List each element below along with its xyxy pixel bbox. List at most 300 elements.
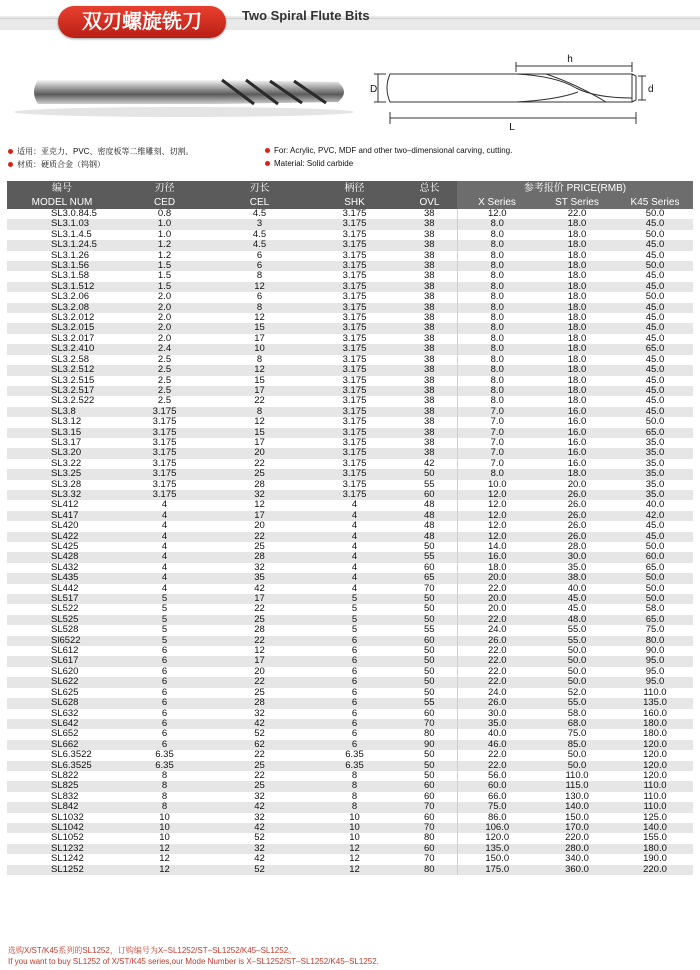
cell-model: SL642	[7, 719, 117, 729]
cell-k45-price: 60.0	[617, 552, 693, 562]
cell-cel: 32	[212, 844, 307, 854]
cell-cel: 4.5	[212, 240, 307, 250]
header-x-series: X Series	[457, 195, 537, 209]
header-ced-en: CED	[117, 195, 212, 209]
cell-model: SL3.20	[7, 448, 117, 458]
table-row	[7, 688, 693, 698]
cell-cel: 42	[212, 854, 307, 864]
cell-cel: 4.5	[212, 230, 307, 240]
cell-cel: 32	[212, 792, 307, 802]
cell-k45-price: 40.0	[617, 500, 693, 510]
cell-shk: 4	[307, 584, 402, 594]
cell-model: SL3.2.015	[7, 323, 117, 333]
table-row	[7, 334, 693, 344]
cell-ovl: 60	[402, 709, 457, 719]
cell-ovl: 38	[402, 230, 457, 240]
cell-st-price: 30.0	[537, 552, 617, 562]
cell-x-price: 8.0	[457, 303, 537, 313]
cell-ovl: 55	[402, 698, 457, 708]
cell-ced: 8	[117, 771, 212, 781]
cell-shk: 6.35	[307, 761, 402, 771]
cell-ced: 1.2	[117, 251, 212, 261]
cell-ced: 6	[117, 729, 212, 739]
table-row	[7, 563, 693, 573]
cell-st-price: 18.0	[537, 303, 617, 313]
cell-x-price: 40.0	[457, 729, 537, 739]
bullet-icon	[265, 148, 270, 153]
cell-model: SL3.2.08	[7, 303, 117, 313]
cell-model: SL412	[7, 500, 117, 510]
cell-ced: 5	[117, 594, 212, 604]
cell-k45-price: 80.0	[617, 636, 693, 646]
cell-k45-price: 50.0	[617, 573, 693, 583]
cell-ced: 3.175	[117, 459, 212, 469]
cell-x-price: 86.0	[457, 813, 537, 823]
cell-ovl: 38	[402, 344, 457, 354]
cell-shk: 3.175	[307, 438, 402, 448]
table-header-row-2	[7, 195, 693, 209]
cell-ovl: 38	[402, 313, 457, 323]
cell-ced: 8	[117, 792, 212, 802]
cell-st-price: 55.0	[537, 698, 617, 708]
cell-ovl: 38	[402, 303, 457, 313]
cell-st-price: 20.0	[537, 480, 617, 490]
cell-k45-price: 180.0	[617, 729, 693, 739]
cell-cel: 12	[212, 313, 307, 323]
table-row	[7, 854, 693, 864]
cell-k45-price: 45.0	[617, 240, 693, 250]
cell-k45-price: 110.0	[617, 802, 693, 812]
header-shk-cn: 柄径	[307, 181, 402, 195]
cell-k45-price: 190.0	[617, 854, 693, 864]
cell-ced: 3.175	[117, 469, 212, 479]
table-row	[7, 490, 693, 500]
cell-model: SL3.25	[7, 469, 117, 479]
cell-model: SL6.3525	[7, 761, 117, 771]
cell-cel: 28	[212, 625, 307, 635]
cell-cel: 8	[212, 407, 307, 417]
cell-model: SL1032	[7, 813, 117, 823]
cell-ced: 1.5	[117, 282, 212, 292]
cell-k45-price: 125.0	[617, 813, 693, 823]
cell-model: SL522	[7, 604, 117, 614]
cell-model: SL3.1.4.5	[7, 230, 117, 240]
cell-ovl: 50	[402, 688, 457, 698]
cell-cel: 17	[212, 438, 307, 448]
end-mill-photo	[8, 66, 360, 130]
cell-k45-price: 155.0	[617, 833, 693, 843]
cell-st-price: 40.0	[537, 584, 617, 594]
cell-shk: 12	[307, 865, 402, 875]
cell-model: SL832	[7, 792, 117, 802]
cell-cel: 32	[212, 813, 307, 823]
note-material-cn: 材质：硬质合金（钨钢）	[8, 159, 105, 170]
cell-k45-price: 45.0	[617, 219, 693, 229]
cell-model: SL842	[7, 802, 117, 812]
cell-k45-price: 180.0	[617, 719, 693, 729]
cell-x-price: 7.0	[457, 407, 537, 417]
cell-cel: 22	[212, 532, 307, 542]
cell-k45-price: 45.0	[617, 303, 693, 313]
table-row	[7, 761, 693, 771]
cell-shk: 3.175	[307, 365, 402, 375]
cell-ced: 12	[117, 865, 212, 875]
cell-model: SL822	[7, 771, 117, 781]
table-row	[7, 313, 693, 323]
cell-model: SL3.1.58	[7, 271, 117, 281]
cell-ced: 5	[117, 604, 212, 614]
cell-ced: 2.0	[117, 303, 212, 313]
cell-ced: 1.0	[117, 219, 212, 229]
cell-model: SL3.0.84.5	[7, 209, 117, 219]
cell-ovl: 60	[402, 844, 457, 854]
bullet-icon	[8, 149, 13, 154]
cell-x-price: 22.0	[457, 677, 537, 687]
cell-cel: 12	[212, 417, 307, 427]
cell-model: SL3.2.410	[7, 344, 117, 354]
bullet-icon	[265, 161, 270, 166]
cell-model: SL628	[7, 698, 117, 708]
cell-x-price: 8.0	[457, 355, 537, 365]
cell-x-price: 7.0	[457, 438, 537, 448]
cell-ced: 8	[117, 781, 212, 791]
table-row	[7, 656, 693, 666]
cell-model: SL3.1.512	[7, 282, 117, 292]
cell-st-price: 22.0	[537, 209, 617, 219]
cell-shk: 6	[307, 709, 402, 719]
cell-st-price: 26.0	[537, 532, 617, 542]
cell-model: SL662	[7, 740, 117, 750]
cell-k45-price: 95.0	[617, 677, 693, 687]
cell-x-price: 66.0	[457, 792, 537, 802]
cell-ced: 3.175	[117, 417, 212, 427]
table-row	[7, 667, 693, 677]
cell-st-price: 55.0	[537, 636, 617, 646]
cell-k45-price: 45.0	[617, 323, 693, 333]
cell-shk: 3.175	[307, 448, 402, 458]
cell-st-price: 38.0	[537, 573, 617, 583]
cell-ced: 1.5	[117, 261, 212, 271]
cell-shk: 3.175	[307, 417, 402, 427]
cell-ovl: 38	[402, 323, 457, 333]
cell-st-price: 140.0	[537, 802, 617, 812]
cell-ced: 3.175	[117, 428, 212, 438]
cell-ced: 2.4	[117, 344, 212, 354]
cell-cel: 6	[212, 261, 307, 271]
cell-ced: 10	[117, 823, 212, 833]
cell-x-price: 20.0	[457, 573, 537, 583]
cell-model: SL652	[7, 729, 117, 739]
cell-k45-price: 110.0	[617, 792, 693, 802]
cell-k45-price: 75.0	[617, 625, 693, 635]
cell-ced: 5	[117, 615, 212, 625]
cell-ced: 6	[117, 667, 212, 677]
note-use-cn: 适用：亚克力、PVC、密度板等二维雕刻、切割。	[8, 146, 193, 157]
cell-st-price: 52.0	[537, 688, 617, 698]
cell-k45-price: 42.0	[617, 511, 693, 521]
cell-ovl: 38	[402, 209, 457, 219]
table-row	[7, 282, 693, 292]
cell-x-price: 14.0	[457, 542, 537, 552]
cell-ovl: 60	[402, 792, 457, 802]
cell-k45-price: 45.0	[617, 271, 693, 281]
cell-st-price: 45.0	[537, 604, 617, 614]
cell-cel: 8	[212, 303, 307, 313]
cell-x-price: 7.0	[457, 417, 537, 427]
table-row	[7, 428, 693, 438]
cell-cel: 20	[212, 667, 307, 677]
cell-x-price: 22.0	[457, 750, 537, 760]
cell-k45-price: 50.0	[617, 584, 693, 594]
cell-x-price: 175.0	[457, 865, 537, 875]
table-row	[7, 521, 693, 531]
cell-k45-price: 35.0	[617, 459, 693, 469]
cell-ovl: 50	[402, 594, 457, 604]
cell-shk: 12	[307, 854, 402, 864]
cell-cel: 17	[212, 386, 307, 396]
note-use-en: For: Acrylic, PVC, MDF and other two–dimensional carving, cutting.	[265, 146, 512, 155]
cell-x-price: 8.0	[457, 240, 537, 250]
page-subtitle: Two Spiral Flute Bits	[242, 8, 370, 23]
cell-shk: 3.175	[307, 303, 402, 313]
cell-shk: 4	[307, 573, 402, 583]
cell-k45-price: 45.0	[617, 396, 693, 406]
table-row	[7, 833, 693, 843]
cell-cel: 17	[212, 334, 307, 344]
cell-x-price: 8.0	[457, 313, 537, 323]
cell-shk: 6.35	[307, 750, 402, 760]
cell-ced: 4	[117, 532, 212, 542]
cell-cel: 12	[212, 500, 307, 510]
cell-model: SL825	[7, 781, 117, 791]
cell-ovl: 38	[402, 386, 457, 396]
cell-model: SL1052	[7, 833, 117, 843]
cell-x-price: 8.0	[457, 219, 537, 229]
cell-model: SL3.1.56	[7, 261, 117, 271]
cell-k45-price: 45.0	[617, 313, 693, 323]
cell-ovl: 70	[402, 719, 457, 729]
cell-ced: 6.35	[117, 750, 212, 760]
cell-model: SL3.2.515	[7, 376, 117, 386]
cell-ovl: 38	[402, 355, 457, 365]
cell-shk: 3.175	[307, 428, 402, 438]
cell-model: SL3.17	[7, 438, 117, 448]
cell-x-price: 8.0	[457, 271, 537, 281]
cell-shk: 6	[307, 688, 402, 698]
cell-shk: 8	[307, 792, 402, 802]
table-row	[7, 792, 693, 802]
footnote-en: If you want to buy SL1252 of X/ST/K45 series,our Mode Number is X–SL1252/ST–SL1252/K45–SL1252.	[8, 957, 379, 966]
cell-st-price: 110.0	[537, 771, 617, 781]
cell-shk: 4	[307, 521, 402, 531]
cell-model: SL1242	[7, 854, 117, 864]
cell-model: SL442	[7, 584, 117, 594]
table-row	[7, 355, 693, 365]
cell-cel: 35	[212, 573, 307, 583]
cell-shk: 3.175	[307, 271, 402, 281]
cell-x-price: 75.0	[457, 802, 537, 812]
cell-ovl: 70	[402, 584, 457, 594]
cell-shk: 3.175	[307, 490, 402, 500]
cell-k45-price: 65.0	[617, 615, 693, 625]
cell-x-price: 60.0	[457, 781, 537, 791]
cell-shk: 6	[307, 677, 402, 687]
cell-ovl: 60	[402, 636, 457, 646]
cell-st-price: 68.0	[537, 719, 617, 729]
cell-k45-price: 50.0	[617, 594, 693, 604]
cell-ced: 3.175	[117, 490, 212, 500]
cell-shk: 3.175	[307, 469, 402, 479]
cell-shk: 3.175	[307, 313, 402, 323]
cell-ovl: 50	[402, 761, 457, 771]
application-notes	[0, 140, 700, 180]
cell-x-price: 120.0	[457, 833, 537, 843]
cell-st-price: 340.0	[537, 854, 617, 864]
table-row	[7, 802, 693, 812]
cell-x-price: 22.0	[457, 646, 537, 656]
cell-model: SL632	[7, 709, 117, 719]
cell-cel: 22	[212, 459, 307, 469]
table-row	[7, 469, 693, 479]
cell-ovl: 38	[402, 240, 457, 250]
cell-model: SL1232	[7, 844, 117, 854]
table-row	[7, 813, 693, 823]
cell-shk: 6	[307, 698, 402, 708]
cell-ovl: 38	[402, 448, 457, 458]
table-row	[7, 729, 693, 739]
cell-cel: 15	[212, 428, 307, 438]
cell-model: SL3.1.26	[7, 251, 117, 261]
table-row	[7, 459, 693, 469]
table-row	[7, 646, 693, 656]
cell-cel: 8	[212, 271, 307, 281]
table-row	[7, 615, 693, 625]
cell-model: SL3.22	[7, 459, 117, 469]
cell-model: SL625	[7, 688, 117, 698]
cell-ovl: 60	[402, 563, 457, 573]
cell-cel: 22	[212, 636, 307, 646]
cell-st-price: 16.0	[537, 459, 617, 469]
cell-model: SL3.12	[7, 417, 117, 427]
cell-ced: 4	[117, 573, 212, 583]
cell-cel: 32	[212, 563, 307, 573]
cell-ovl: 70	[402, 802, 457, 812]
cell-shk: 6	[307, 740, 402, 750]
cell-k45-price: 50.0	[617, 542, 693, 552]
cell-ced: 3.175	[117, 448, 212, 458]
cell-k45-price: 45.0	[617, 251, 693, 261]
cell-ced: 5	[117, 636, 212, 646]
cell-ovl: 38	[402, 292, 457, 302]
cell-shk: 4	[307, 552, 402, 562]
cell-ovl: 50	[402, 615, 457, 625]
cell-x-price: 8.0	[457, 376, 537, 386]
cell-k45-price: 110.0	[617, 781, 693, 791]
cell-st-price: 16.0	[537, 428, 617, 438]
header-cel-cn: 刃长	[212, 181, 307, 195]
cell-k45-price: 50.0	[617, 417, 693, 427]
cell-st-price: 50.0	[537, 761, 617, 771]
cell-cel: 12	[212, 365, 307, 375]
cell-shk: 4	[307, 542, 402, 552]
cell-cel: 22	[212, 604, 307, 614]
header-model-cn: 编号	[7, 181, 117, 195]
cell-x-price: 16.0	[457, 552, 537, 562]
header-ovl-cn: 总长	[402, 181, 457, 195]
cell-k45-price: 50.0	[617, 230, 693, 240]
header-ovl-en: OVL	[402, 195, 457, 209]
cell-cel: 22	[212, 750, 307, 760]
cell-model: SL3.2.017	[7, 334, 117, 344]
cell-x-price: 8.0	[457, 344, 537, 354]
cell-ovl: 50	[402, 771, 457, 781]
cell-shk: 8	[307, 802, 402, 812]
cell-model: SL3.2.512	[7, 365, 117, 375]
cell-model: SL3.2.06	[7, 292, 117, 302]
table-row	[7, 844, 693, 854]
cell-cel: 6	[212, 251, 307, 261]
cell-cel: 25	[212, 542, 307, 552]
cell-st-price: 18.0	[537, 219, 617, 229]
cell-ovl: 50	[402, 656, 457, 666]
cell-ced: 6	[117, 677, 212, 687]
cell-shk: 8	[307, 771, 402, 781]
table-row	[7, 261, 693, 271]
cell-st-price: 220.0	[537, 833, 617, 843]
cell-shk: 3.175	[307, 219, 402, 229]
cell-k45-price: 50.0	[617, 209, 693, 219]
cell-st-price: 85.0	[537, 740, 617, 750]
cell-st-price: 115.0	[537, 781, 617, 791]
table-row	[7, 386, 693, 396]
table-row	[7, 709, 693, 719]
cell-model: SL3.2.517	[7, 386, 117, 396]
table-row	[7, 480, 693, 490]
cell-ovl: 80	[402, 833, 457, 843]
cell-x-price: 135.0	[457, 844, 537, 854]
table-row	[7, 584, 693, 594]
cell-st-price: 18.0	[537, 365, 617, 375]
cell-ovl: 38	[402, 271, 457, 281]
cell-cel: 20	[212, 448, 307, 458]
cell-ovl: 50	[402, 542, 457, 552]
cell-x-price: 8.0	[457, 261, 537, 271]
cell-k45-price: 65.0	[617, 563, 693, 573]
cell-cel: 28	[212, 480, 307, 490]
cell-cel: 8	[212, 355, 307, 365]
cell-st-price: 75.0	[537, 729, 617, 739]
cell-model: Sl6522	[7, 636, 117, 646]
cell-x-price: 8.0	[457, 251, 537, 261]
cell-x-price: 30.0	[457, 709, 537, 719]
cell-shk: 3.175	[307, 282, 402, 292]
cell-model: SL1252	[7, 865, 117, 875]
cell-st-price: 18.0	[537, 376, 617, 386]
cell-st-price: 50.0	[537, 646, 617, 656]
cell-k45-price: 95.0	[617, 656, 693, 666]
cell-st-price: 18.0	[537, 386, 617, 396]
cell-st-price: 16.0	[537, 448, 617, 458]
cell-k45-price: 50.0	[617, 292, 693, 302]
cell-st-price: 28.0	[537, 542, 617, 552]
cell-model: SL620	[7, 667, 117, 677]
cell-k45-price: 35.0	[617, 438, 693, 448]
table-row	[7, 771, 693, 781]
table-row	[7, 240, 693, 250]
cell-shk: 3.175	[307, 344, 402, 354]
cell-shk: 5	[307, 604, 402, 614]
cell-x-price: 8.0	[457, 334, 537, 344]
